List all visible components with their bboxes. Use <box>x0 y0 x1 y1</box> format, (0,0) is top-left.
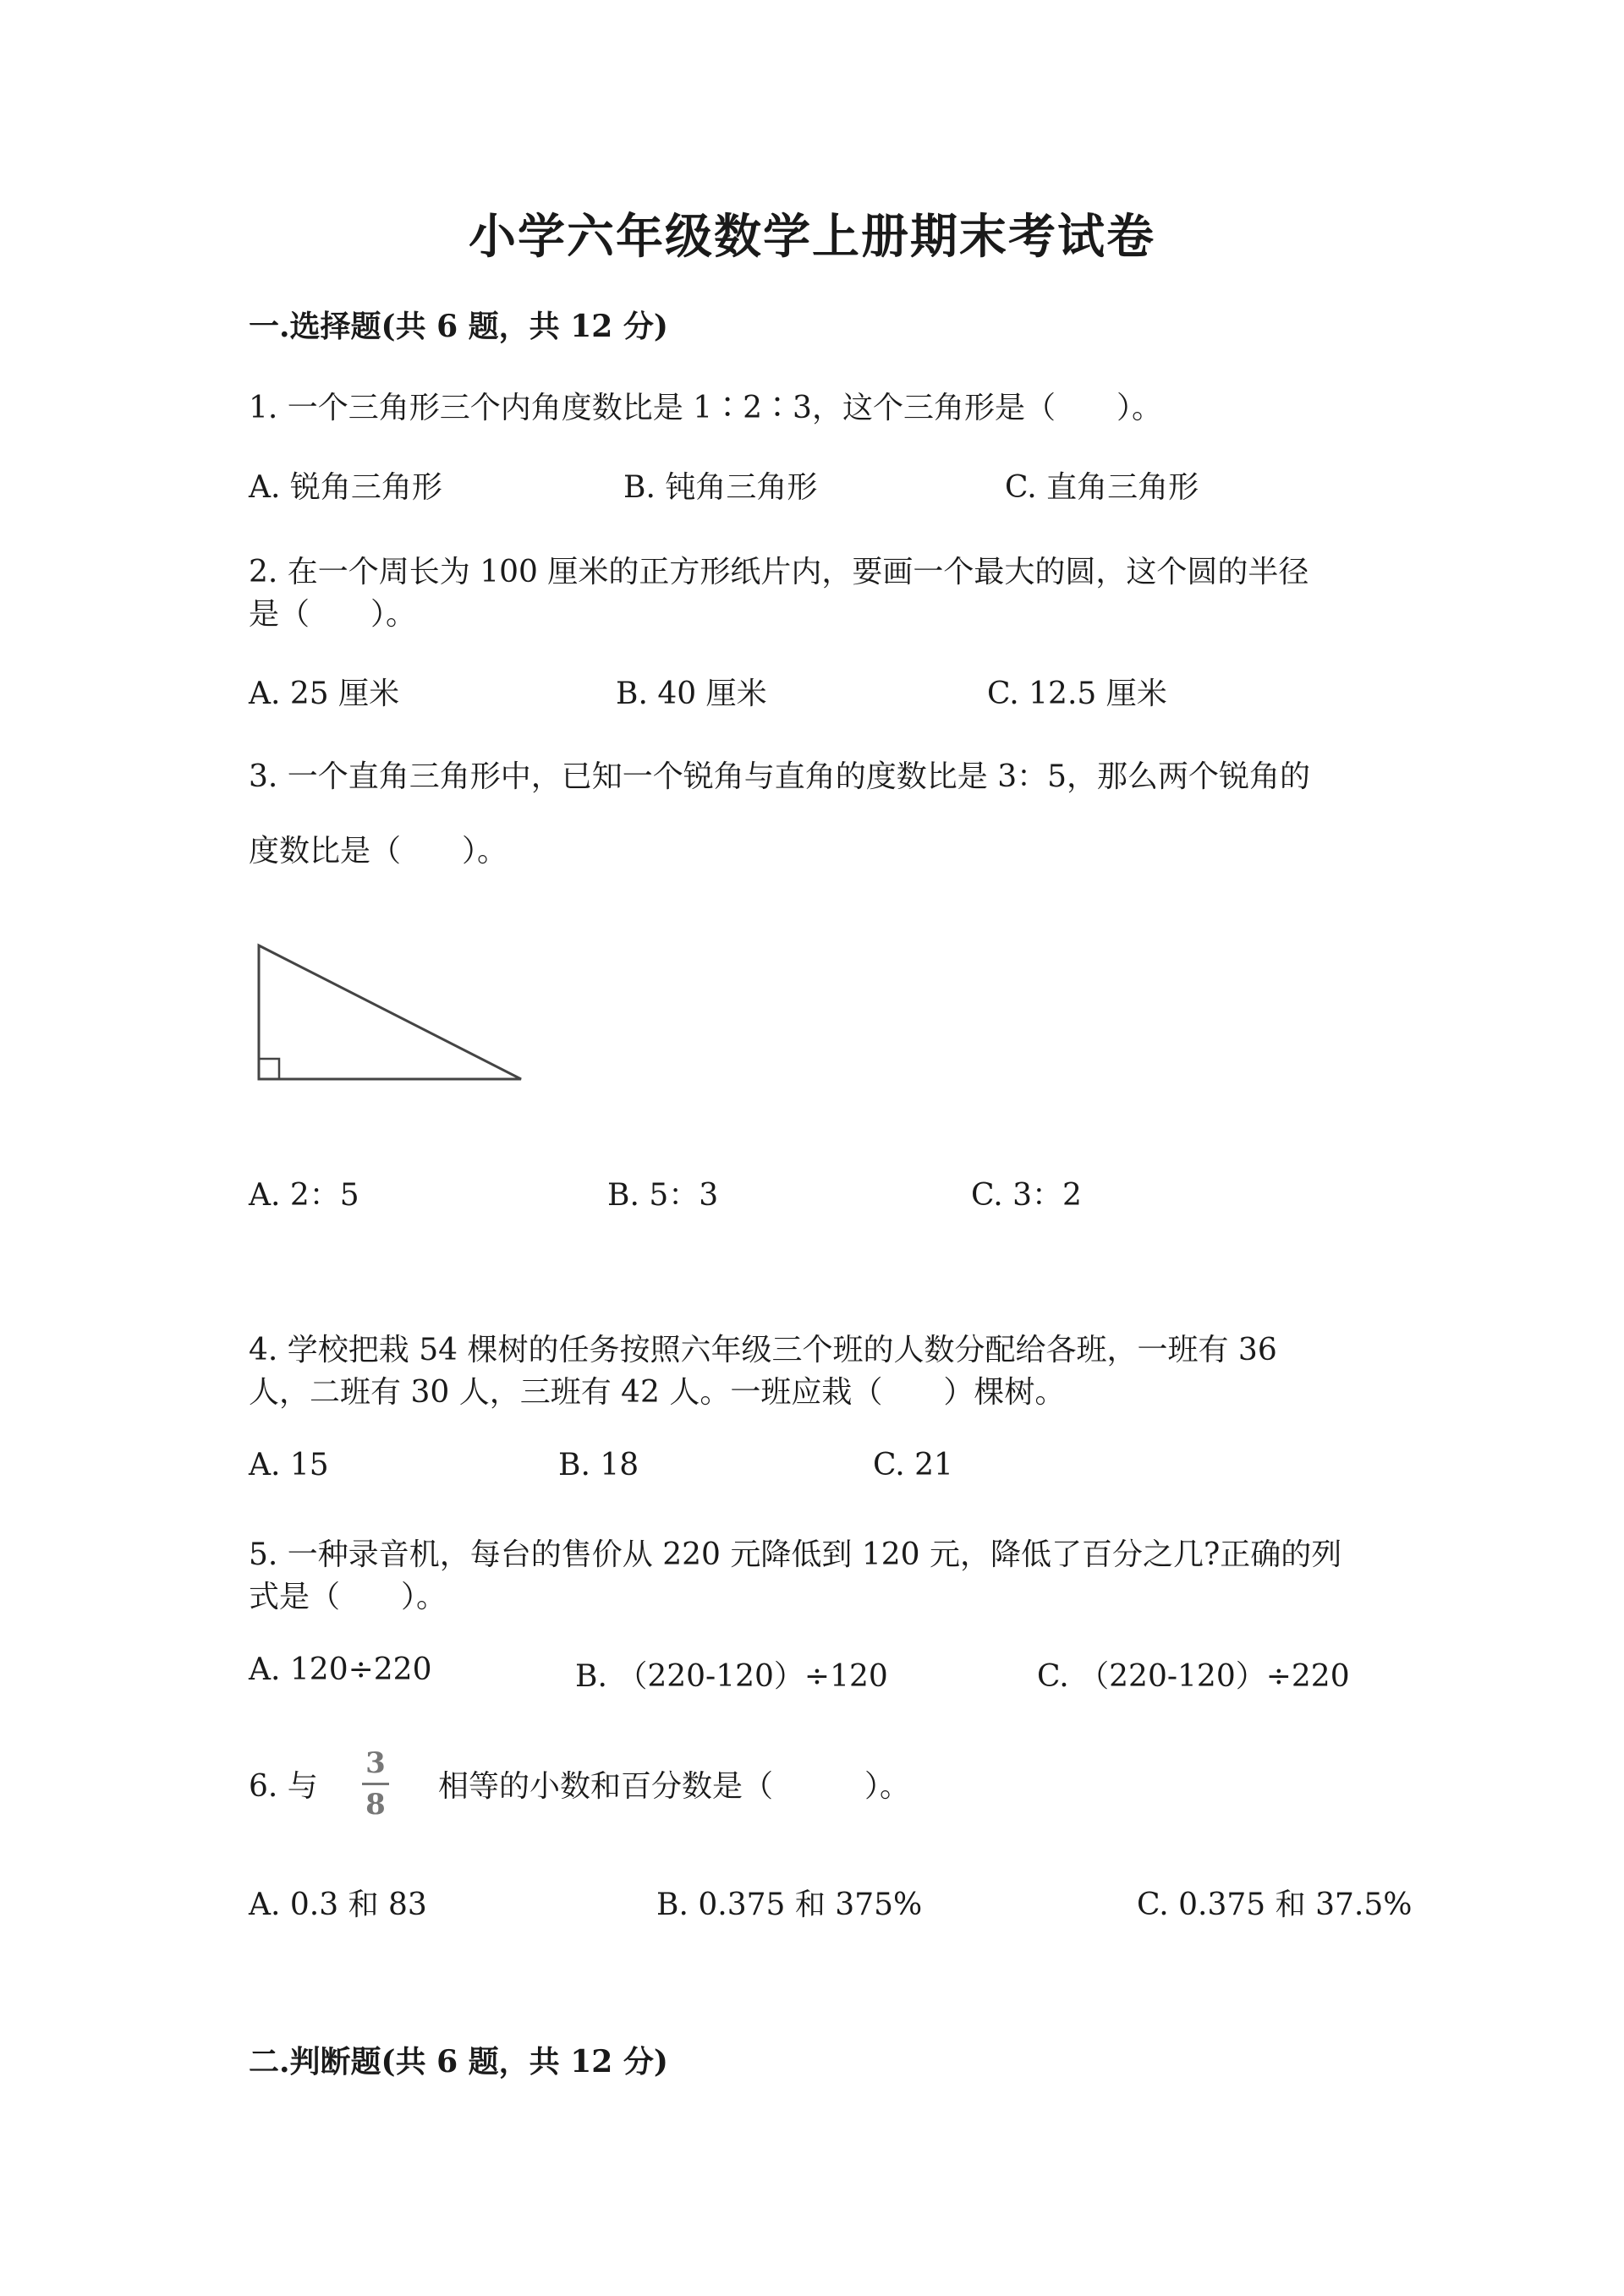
section-heading-choice: 一.选择题(共 6 题，共 12 分) <box>249 309 668 344</box>
question-5-option-a: A. 120÷220 <box>249 1652 432 1687</box>
right-angle-mark <box>259 1059 279 1079</box>
question-4-text-line2: 人，二班有 30 人，三班有 42 人。一班应栽（ ）棵树。 <box>249 1375 1066 1410</box>
question-1-text: 1. 一个三角形三个内角度数比是 1∶2∶3，这个三角形是（ ）。 <box>249 391 1162 425</box>
question-4-option-b: B. 18 <box>558 1448 639 1482</box>
question-2-option-a: A. 25 厘米 <box>249 677 400 711</box>
question-3-text-line1: 3. 一个直角三角形中，已知一个锐角与直角的度数比是 3：5，那么两个锐角的 <box>249 759 1311 794</box>
question-6-option-a: A. 0.3 和 83 <box>249 1888 427 1922</box>
section-heading-true-false: 二.判断题(共 6 题，共 12 分) <box>249 2044 668 2080</box>
question-2-option-b: B. 40 厘米 <box>616 677 767 711</box>
fraction-numerator: 3 <box>365 1746 386 1780</box>
question-5-option-b: B. （220-120）÷120 <box>575 1659 888 1694</box>
question-1-option-b: B. 钝角三角形 <box>623 470 818 505</box>
fraction-bar <box>362 1783 389 1785</box>
question-3-text-line2: 度数比是（ ）。 <box>249 834 508 869</box>
fraction-three-eighths <box>362 1746 389 1822</box>
question-6-suffix: 相等的小数和百分数是（ ）。 <box>438 1769 911 1804</box>
question-5-text-line1: 5. 一种录音机，每台的售价从 220 元降低到 120 元，降低了百分之几?正确的列 <box>249 1537 1342 1572</box>
question-1-option-c: C. 直角三角形 <box>1005 470 1199 505</box>
question-3-option-b: B. 5：3 <box>607 1178 719 1213</box>
page-title: 小学六年级数学上册期末考试卷 <box>469 209 1155 265</box>
question-1-option-a: A. 锐角三角形 <box>249 470 442 505</box>
question-4-option-c: C. 21 <box>873 1448 953 1482</box>
question-4-text-line1: 4. 学校把栽 54 棵树的任务按照六年级三个班的人数分配给各班，一班有 36 <box>249 1333 1277 1367</box>
question-5-text-line2: 式是（ ）。 <box>249 1580 447 1614</box>
question-2-option-c: C. 12.5 厘米 <box>987 677 1167 711</box>
question-6-option-b: B. 0.375 和 375% <box>656 1888 923 1922</box>
question-6-option-c: C. 0.375 和 37.5% <box>1137 1888 1413 1922</box>
question-3-option-c: C. 3：2 <box>971 1178 1082 1213</box>
right-triangle-figure <box>250 939 529 1091</box>
question-3-option-a: A. 2：5 <box>249 1178 359 1213</box>
question-5-option-c: C. （220-120）÷220 <box>1037 1659 1350 1694</box>
fraction-denominator: 8 <box>365 1788 386 1822</box>
question-4-option-a: A. 15 <box>249 1448 329 1482</box>
question-2-text-line2: 是（ ）。 <box>249 597 417 632</box>
question-6-prefix: 6. 与 <box>249 1769 318 1804</box>
question-2-text-line1: 2. 在一个周长为 100 厘米的正方形纸片内，要画一个最大的圆，这个圆的半径 <box>249 555 1309 589</box>
